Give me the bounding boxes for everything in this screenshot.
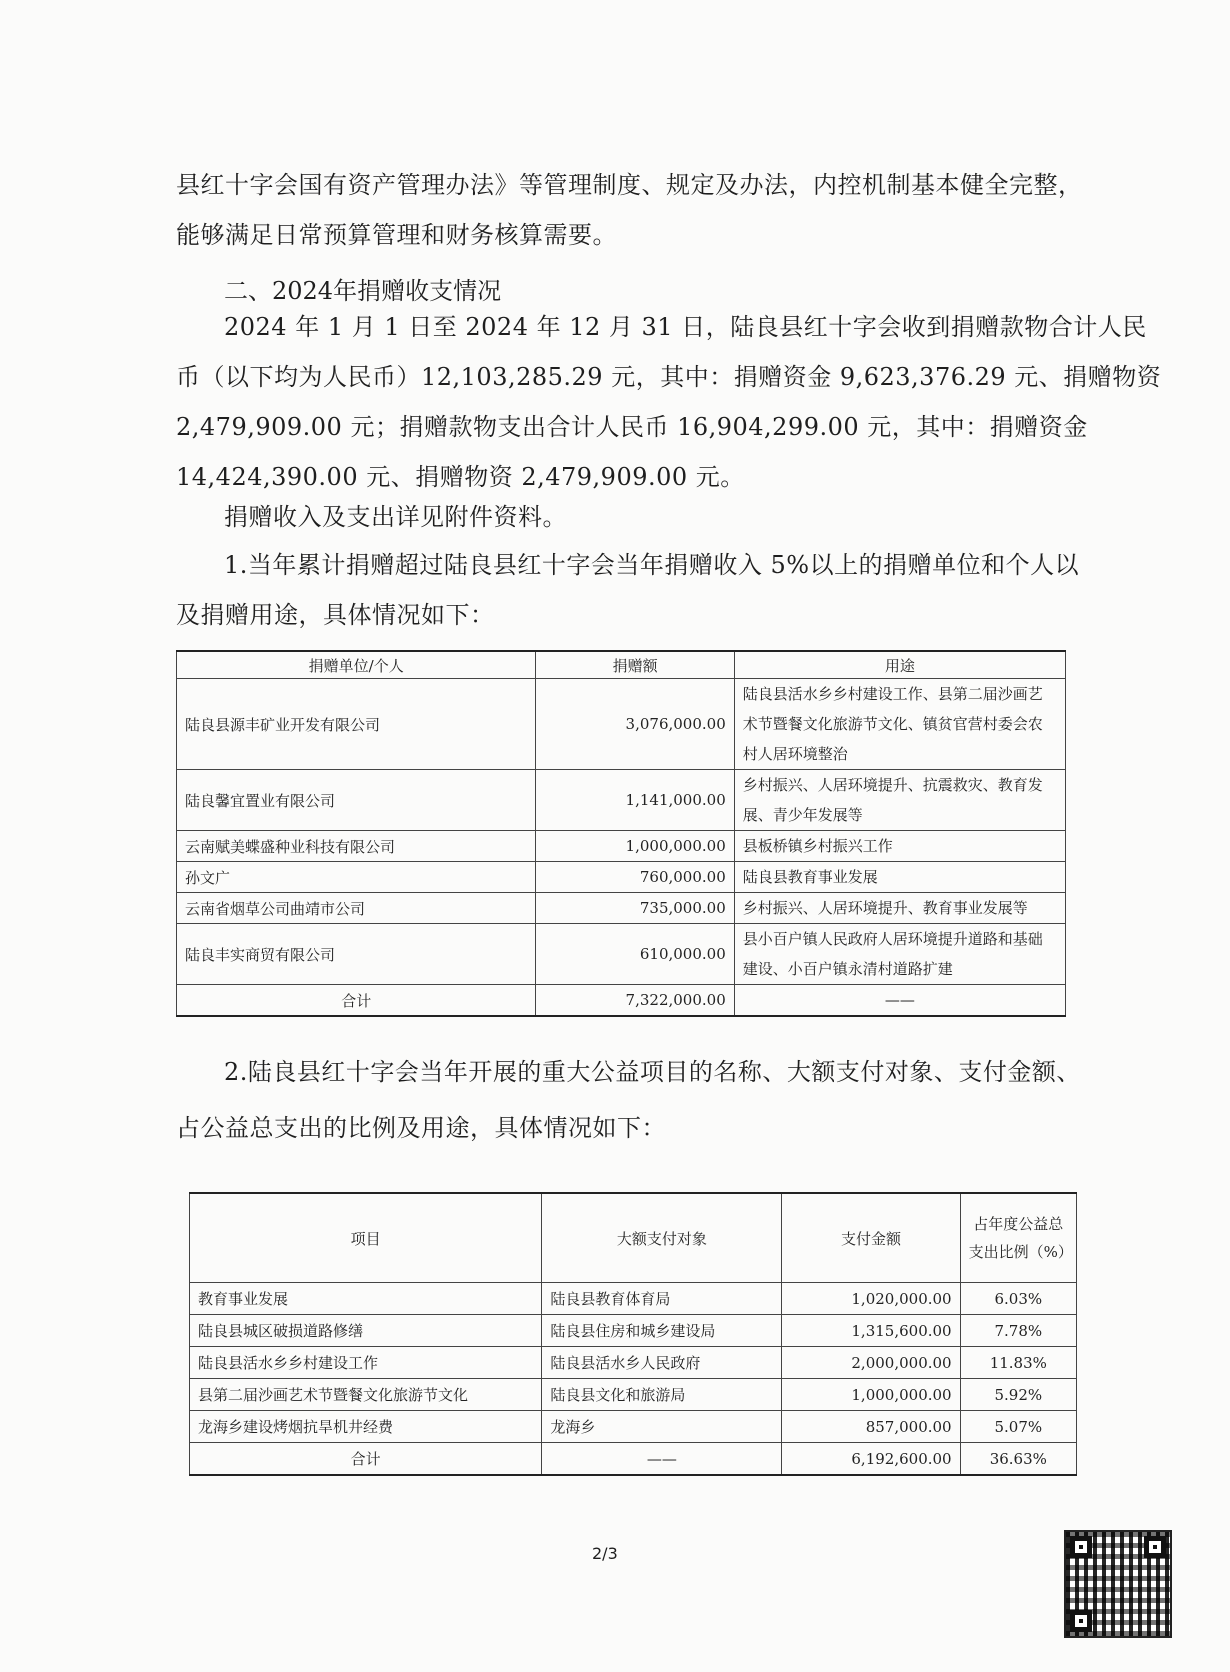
paragraph-internal-control: 县红十字会国有资产管理办法》等管理制度、规定及办法，内控机制基本健全完整， 能够满足日常预算管理和财务核算需要。 [176, 171, 1083, 249]
amount-cell: 1,000,000.00 [536, 831, 734, 862]
qr-code-icon [1064, 1530, 1172, 1638]
use-cell: 乡村振兴、人居环境提升、教育事业发展等 [734, 893, 1065, 924]
total-amount-cell: 7,322,000.00 [536, 985, 734, 1017]
table-header-row [177, 651, 1066, 679]
project-cell: 龙海乡建设烤烟抗旱机井经费 [190, 1411, 542, 1443]
project-cell: 陆良县城区破损道路修缮 [190, 1315, 542, 1347]
ratio-cell: 5.07% [960, 1411, 1076, 1443]
donor-cell: 陆良县源丰矿业开发有限公司 [177, 679, 536, 770]
payment-amount-cell: 857,000.00 [782, 1411, 960, 1443]
ratio-cell: 6.03% [960, 1283, 1076, 1315]
paragraph-major-donors-intro: 1.当年累计捐赠超过陆良县红十字会当年捐赠收入 5%以上的捐赠单位和个人以 及捐赠用途，具体情况如下： [176, 551, 1080, 629]
use-cell: 县板桥镇乡村振兴工作 [734, 831, 1065, 862]
payment-amount-cell: 1,020,000.00 [782, 1283, 960, 1315]
ratio-cell: 7.78% [960, 1315, 1076, 1347]
column-header-ratio: 占年度公益总支出比例（%） [960, 1193, 1076, 1283]
payment-amount-cell: 2,000,000.00 [782, 1347, 960, 1379]
paragraph-major-projects-intro: 2.陆良县红十字会当年开展的重大公益项目的名称、大额支付对象、支付金额、 占公益总支出的比例及用途，具体情况如下： [176, 1058, 1081, 1142]
table-row [177, 770, 1066, 831]
total-payee-cell: —— [542, 1443, 782, 1476]
qr-finder-mark [1070, 1536, 1092, 1558]
column-header-payment-amount: 支付金额 [782, 1193, 960, 1283]
table-total-row [190, 1443, 1077, 1476]
payment-amount-cell: 1,315,600.00 [782, 1315, 960, 1347]
table-row [190, 1347, 1077, 1379]
amount-cell: 610,000.00 [536, 924, 734, 985]
payment-amount-cell: 1,000,000.00 [782, 1379, 960, 1411]
qr-finder-mark [1070, 1610, 1092, 1632]
table-row [177, 893, 1066, 924]
payee-cell: 陆良县文化和旅游局 [542, 1379, 782, 1411]
amount-cell: 735,000.00 [536, 893, 734, 924]
table-row [177, 831, 1066, 862]
column-header-amount: 捐赠额 [536, 651, 734, 679]
major-projects-table [189, 1192, 1077, 1476]
use-cell: 县小百户镇人民政府人居环境提升道路和基础建设、小百户镇永清村道路扩建 [734, 924, 1065, 985]
page-number: 2/3 [592, 1544, 618, 1563]
project-cell: 县第二届沙画艺术节暨餐文化旅游节文化 [190, 1379, 542, 1411]
section-heading-donations: 二、2024年捐赠收支情况 [224, 277, 502, 305]
amount-cell: 3,076,000.00 [536, 679, 734, 770]
total-amount-cell: 6,192,600.00 [782, 1443, 960, 1476]
table-row [177, 924, 1066, 985]
table-row [190, 1411, 1077, 1443]
total-use-cell: —— [734, 985, 1065, 1017]
column-header-project: 项目 [190, 1193, 542, 1283]
use-cell: 陆良县活水乡乡村建设工作、县第二届沙画艺术节暨餐文化旅游节文化、镇贫官营村委会农村人居环境整治 [734, 679, 1065, 770]
table-row [177, 862, 1066, 893]
donor-cell: 云南赋美蝶盛种业科技有限公司 [177, 831, 536, 862]
payee-cell: 陆良县教育体育局 [542, 1283, 782, 1315]
column-header-donor: 捐赠单位/个人 [177, 651, 536, 679]
table-total-row [177, 985, 1066, 1017]
payee-cell: 龙海乡 [542, 1411, 782, 1443]
payee-cell: 陆良县住房和城乡建设局 [542, 1315, 782, 1347]
donor-cell: 陆良馨宜置业有限公司 [177, 770, 536, 831]
major-donors-table [176, 650, 1066, 1017]
use-cell: 陆良县教育事业发展 [734, 862, 1065, 893]
amount-cell: 760,000.00 [536, 862, 734, 893]
donor-cell: 孙文广 [177, 862, 536, 893]
paragraph-attachment-note: 捐赠收入及支出详见附件资料。 [224, 503, 567, 531]
qr-finder-mark [1144, 1536, 1166, 1558]
payee-cell: 陆良县活水乡人民政府 [542, 1347, 782, 1379]
amount-cell: 1,141,000.00 [536, 770, 734, 831]
project-cell: 教育事业发展 [190, 1283, 542, 1315]
total-label-cell: 合计 [177, 985, 536, 1017]
table-row [190, 1283, 1077, 1315]
project-cell: 陆良县活水乡乡村建设工作 [190, 1347, 542, 1379]
use-cell: 乡村振兴、人居环境提升、抗震救灾、教育发展、青少年发展等 [734, 770, 1065, 831]
table-header-row [190, 1193, 1077, 1283]
total-ratio-cell: 36.63% [960, 1443, 1076, 1476]
donor-cell: 云南省烟草公司曲靖市公司 [177, 893, 536, 924]
ratio-cell: 5.92% [960, 1379, 1076, 1411]
table-row [177, 679, 1066, 770]
total-label-cell: 合计 [190, 1443, 542, 1476]
ratio-cell: 11.83% [960, 1347, 1076, 1379]
column-header-payee: 大额支付对象 [542, 1193, 782, 1283]
donor-cell: 陆良丰实商贸有限公司 [177, 924, 536, 985]
column-header-use: 用途 [734, 651, 1065, 679]
paragraph-donation-summary: 2024 年 1 月 1 日至 2024 年 12 月 31 日，陆良县红十字会收到捐赠款物合计人民 币（以下均为人民币）12,103,285.29 元，其中：捐赠资金 9,623,376.29 元、捐赠物资 2,479,909.00 元；捐赠款物支出合计人民币 16,904,299.00 元，其中：捐赠资金 14,424,390.00 元、捐赠物资 2,479,909.00 元。 [176, 313, 1162, 491]
table-row [190, 1379, 1077, 1411]
table-row [190, 1315, 1077, 1347]
